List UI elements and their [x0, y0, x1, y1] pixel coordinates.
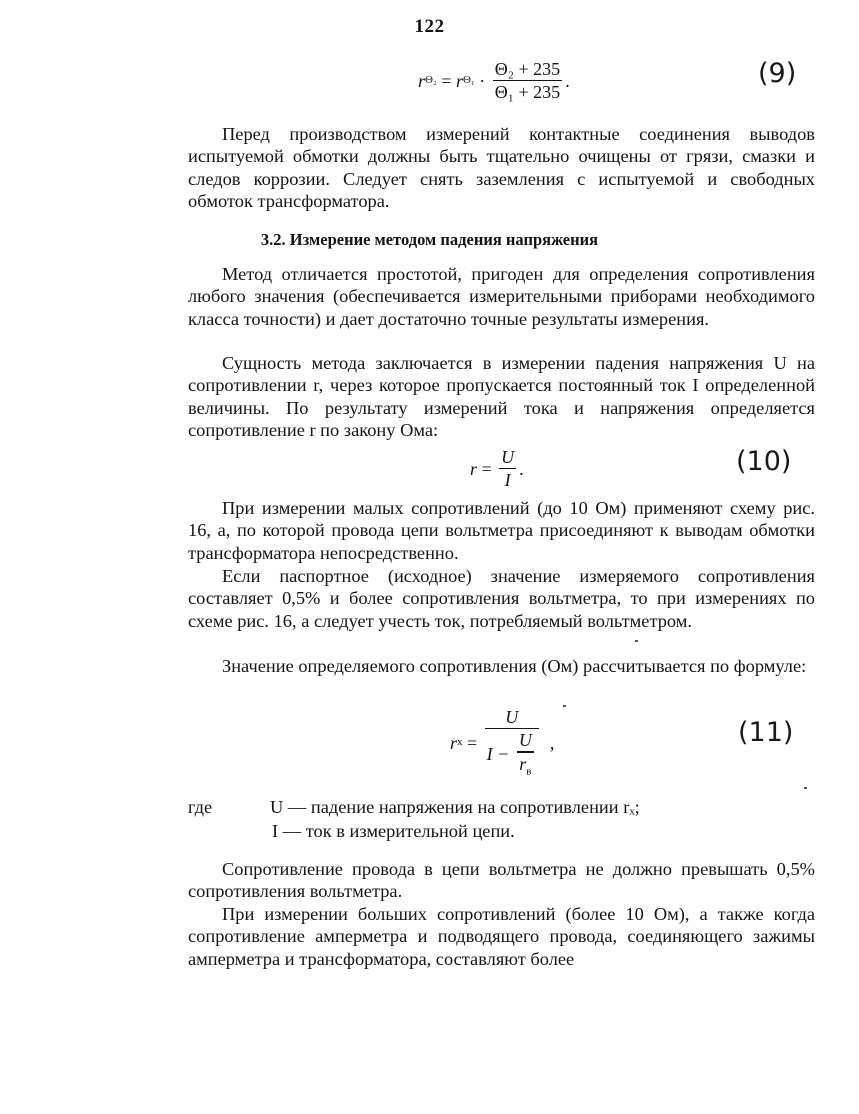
formula-9-lhs: r: [418, 70, 426, 91]
formula-11-inner-den-sub: в: [526, 765, 532, 778]
formula-11-comma: ,: [549, 732, 555, 753]
formula-9-r1: r: [455, 70, 463, 91]
scan-speck: [635, 640, 638, 642]
section-heading: 3.2. Измерение методом падения напряжения: [260, 230, 599, 249]
formula-11-den-left: I −: [486, 744, 514, 765]
formula-11-lhs: r: [450, 732, 458, 753]
scan-speck: [804, 787, 807, 789]
formula-10-equals: =: [477, 458, 497, 479]
formula-10-lhs: r: [470, 458, 478, 479]
paragraph-method-essence: [188, 352, 815, 441]
formula-9-lhs-sub: Θ₂: [425, 74, 437, 87]
formula-10-fraction: [499, 448, 516, 489]
formula-11-lhs-sub: x: [457, 736, 463, 749]
formula-9: [418, 60, 570, 101]
formula-11-numerator: U: [505, 707, 519, 727]
where-line-current: I — ток в измерительной цепи.: [272, 821, 515, 841]
paragraph-text: Если паспортное (исходное) значение измеряемого сопротивления составляет 0,5% и более сопротивления вольтметра, то при измерениях по схеме рис. 16, а следует учесть ток, потребляемый вольтметром.: [188, 566, 815, 631]
paragraph-large-resistances: [188, 903, 815, 970]
paragraph-text: Сопротивление провода в цепи вольтметра не должно превышать 0,5% сопротивления вольтметра.: [188, 859, 815, 902]
equation-label-10: (10): [736, 446, 792, 477]
paragraph-contacts-cleaning: [188, 123, 815, 212]
paragraph-method-simplicity: [188, 263, 815, 330]
paragraph-text: Значение определяемого сопротивления (Ом) рассчитывается по формуле:: [222, 656, 807, 676]
formula-11-equals: =: [462, 732, 482, 753]
equation-label-11: (11): [738, 717, 794, 748]
paragraph-small-resistances: [188, 497, 815, 564]
formula-10: [470, 448, 524, 489]
where-line-voltage: U — падение напряжения на сопротивлении rₓ;: [270, 797, 640, 817]
formula-11: [450, 708, 554, 777]
formula-10-numerator: U: [501, 447, 515, 467]
paragraph-text: Метод отличается простотой, пригоден для определения сопротивления любого значения (обеспечивается измерительными приборами необходимого класса точности) и дает достаточно точные результаты измерения.: [188, 264, 815, 329]
formula-11-fraction: [485, 708, 539, 777]
paragraph-text: Перед производством измерений контактные соединения выводов испытуемой обмотки должны быть тщательно очищены от грязи, смазки и следов коррозии. Следует снять заземления с испытуемой и свободных обмоток трансформатора.: [188, 124, 815, 211]
formula-10-period: .: [519, 458, 524, 479]
formula-11-inner-fraction: [517, 731, 534, 777]
formula-9-period: .: [565, 70, 570, 91]
equation-label-9: (9): [758, 58, 797, 89]
formula-11-inner-numerator: U: [518, 730, 532, 751]
formula-9-fraction: [493, 60, 562, 101]
formula-11-inner-denominator: [517, 753, 533, 778]
scan-speck: [563, 705, 566, 707]
paragraph-formula-intro: [188, 655, 815, 677]
paragraph-text: Сущность метода заключается в измерении падения напряжения U на сопротивлении r, через которое пропускается постоянный ток I определенной величины. По результату измерений тока и напряжения определяется сопротивление r по закону Ома:: [188, 353, 815, 440]
formula-9-denominator: Θ₁ + 235: [494, 82, 561, 103]
formula-9-r1-sub: Θ₁: [462, 74, 475, 87]
page-number: 122: [414, 16, 445, 37]
formula-9-equals: =: [436, 70, 456, 91]
formula-11-inner-den-r: r: [519, 753, 527, 774]
paragraph-passport-value: [188, 565, 815, 632]
paragraph-text: При измерении больших сопротивлений (более 10 Ом), а также когда сопротивление амперметра и подводящего провода, соединяющего зажимы амперметра и трансформатора, составляют более: [188, 904, 815, 969]
where-word: где: [188, 797, 213, 817]
formula-11-denominator: [485, 729, 539, 777]
formula-9-numerator: Θ₂ + 235: [494, 59, 561, 79]
paragraph-wire-resistance: [188, 858, 815, 903]
formula-10-denominator: I: [504, 470, 511, 491]
paragraph-text: При измерении малых сопротивлений (до 10 Ом) применяют схему рис. 16, а, по которой провода цепи вольтметра присоединяют к выводам обмотки трансформатора непосредственно.: [188, 498, 815, 563]
formula-9-dot: ·: [474, 70, 490, 91]
